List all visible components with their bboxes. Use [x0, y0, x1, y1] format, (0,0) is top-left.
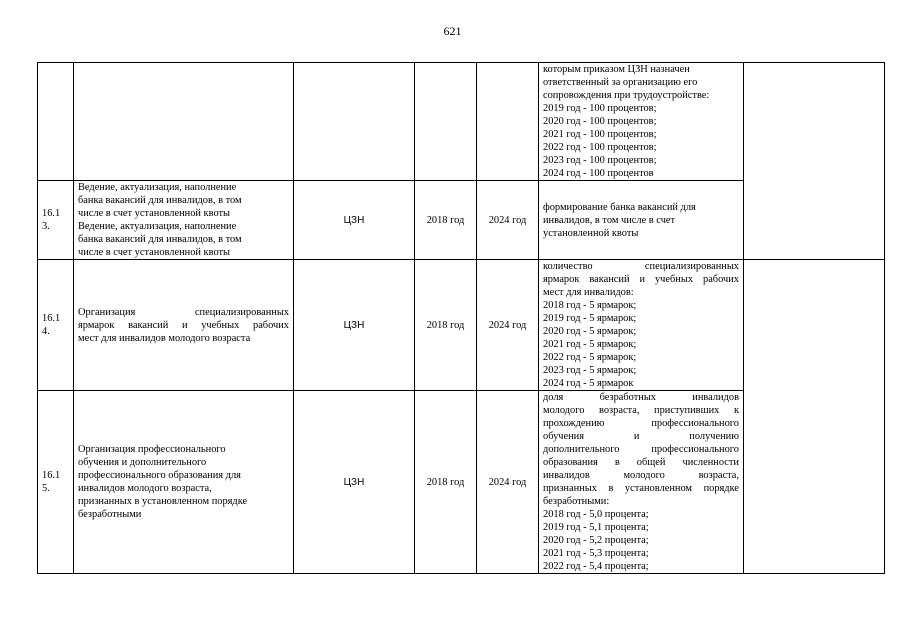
name-line: числе в счет установленной квоты [78, 247, 231, 258]
indicator-line: 2021 год - 5,3 процента; [543, 548, 649, 559]
end-year [477, 63, 539, 181]
end-year: 2024 год [477, 391, 539, 574]
note-cell [744, 260, 885, 574]
name-line: Ведение, актуализация, наполнение [78, 221, 237, 232]
executor-cell: ЦЗН [294, 181, 415, 260]
indicator-line: 2021 год - 100 процентов; [543, 129, 657, 140]
indicator-line: установленной квоты [543, 227, 639, 239]
indicator-line: 2023 год - 100 процентов; [543, 155, 657, 166]
indicator-line: образования в общей численности [543, 457, 739, 468]
executor-cell [294, 63, 415, 181]
name-line: признанных в установленном порядке [78, 496, 248, 507]
indicator-line: ответственный за организацию его [543, 77, 698, 88]
end-year: 2024 год [477, 181, 539, 260]
indicator-line: 2021 год - 5 ярмарок; [543, 339, 637, 350]
indicator-line: сопровождения при трудоустройстве: [543, 90, 710, 101]
executor-cell: ЦЗН [294, 260, 415, 391]
indicator-line: дополнительного профессионального [543, 444, 739, 455]
start-year [415, 63, 477, 181]
indicator-line: количество специализированных [543, 261, 739, 272]
indicator-cell [539, 63, 744, 181]
end-year: 2024 год [477, 260, 539, 391]
name-line: мест для инвалидов молодого возраста [78, 332, 251, 344]
measure-name [74, 391, 294, 574]
indicator-line: 2024 год - 5 ярмарок [543, 378, 634, 389]
start-year: 2018 год [415, 391, 477, 574]
indicator-line: безработными: [543, 496, 610, 507]
indicator-line: 2019 год - 5,1 процента; [543, 522, 649, 533]
indicator-line: формирование банка вакансий для [543, 201, 696, 213]
indicator-line: 2019 год - 5 ярмарок; [543, 313, 637, 324]
indicator-cell [539, 181, 744, 260]
name-line: Ведение, актуализация, наполнение [78, 182, 237, 193]
row-number: 16.1 3. [38, 181, 74, 260]
indicator-line: доля безработных инвалидов [543, 392, 739, 403]
indicator-cell [539, 391, 744, 574]
executor-cell: ЦЗН [294, 391, 415, 574]
measure-name [74, 181, 294, 260]
indicator-line: 2022 год - 5 ярмарок; [543, 352, 637, 363]
row-number: 16.1 5. [38, 391, 74, 574]
indicator-line: 2019 год - 100 процентов; [543, 103, 657, 114]
name-line: Организация специализированных [78, 306, 289, 318]
indicator-line: молодого возраста, приступивших к [543, 405, 739, 416]
indicator-line: 2022 год - 100 процентов; [543, 142, 657, 153]
name-line: обучения и дополнительного [78, 457, 207, 468]
indicator-line: признанных в установленном порядке [543, 483, 739, 494]
indicator-line: которым приказом ЦЗН назначен [543, 64, 690, 75]
note-cell [744, 63, 885, 260]
start-year: 2018 год [415, 181, 477, 260]
name-line: банка вакансий для инвалидов, в том [78, 195, 242, 206]
indicator-line: прохождению профессионального [543, 418, 739, 429]
name-line: Организация профессионального [78, 444, 226, 455]
indicator-line: 2018 год - 5 ярмарок; [543, 300, 637, 311]
table-row [38, 260, 885, 391]
indicator-cell [539, 260, 744, 391]
indicator-line: 2020 год - 5 ярмарок; [543, 326, 637, 337]
table-row [38, 63, 885, 181]
indicator-line: обучения и получению [543, 431, 739, 442]
indicator-line: 2020 год - 5,2 процента; [543, 535, 649, 546]
name-line: ярмарок вакансий и учебных рабочих [78, 319, 289, 331]
indicator-line: мест для инвалидов: [543, 287, 634, 298]
name-line: числе в счет установленной квоты [78, 208, 231, 219]
measures-table [37, 62, 885, 574]
indicator-line: 2024 год - 100 процентов [543, 168, 654, 179]
row-number: 16.1 4. [38, 260, 74, 391]
name-line: банка вакансий для инвалидов, в том [78, 234, 242, 245]
measure-name [74, 260, 294, 391]
indicator-line: инвалидов молодого возраста, [543, 470, 739, 481]
indicator-line: 2023 год - 5 ярмарок; [543, 365, 637, 376]
indicator-line: ярмарок вакансий и учебных рабочих [543, 274, 739, 285]
name-line: инвалидов молодого возраста, [78, 483, 212, 494]
indicator-line: инвалидов, в том числе в счет [543, 214, 676, 226]
indicator-line: 2020 год - 100 процентов; [543, 116, 657, 127]
page-number: 621 [443, 24, 462, 38]
row-number [38, 63, 74, 181]
indicator-line: 2022 год - 5,4 процента; [543, 561, 649, 572]
start-year: 2018 год [415, 260, 477, 391]
name-line: профессионального образования для [78, 470, 241, 481]
name-line: безработными [78, 509, 142, 520]
indicator-line: 2018 год - 5,0 процента; [543, 509, 649, 520]
measure-name [74, 63, 294, 181]
